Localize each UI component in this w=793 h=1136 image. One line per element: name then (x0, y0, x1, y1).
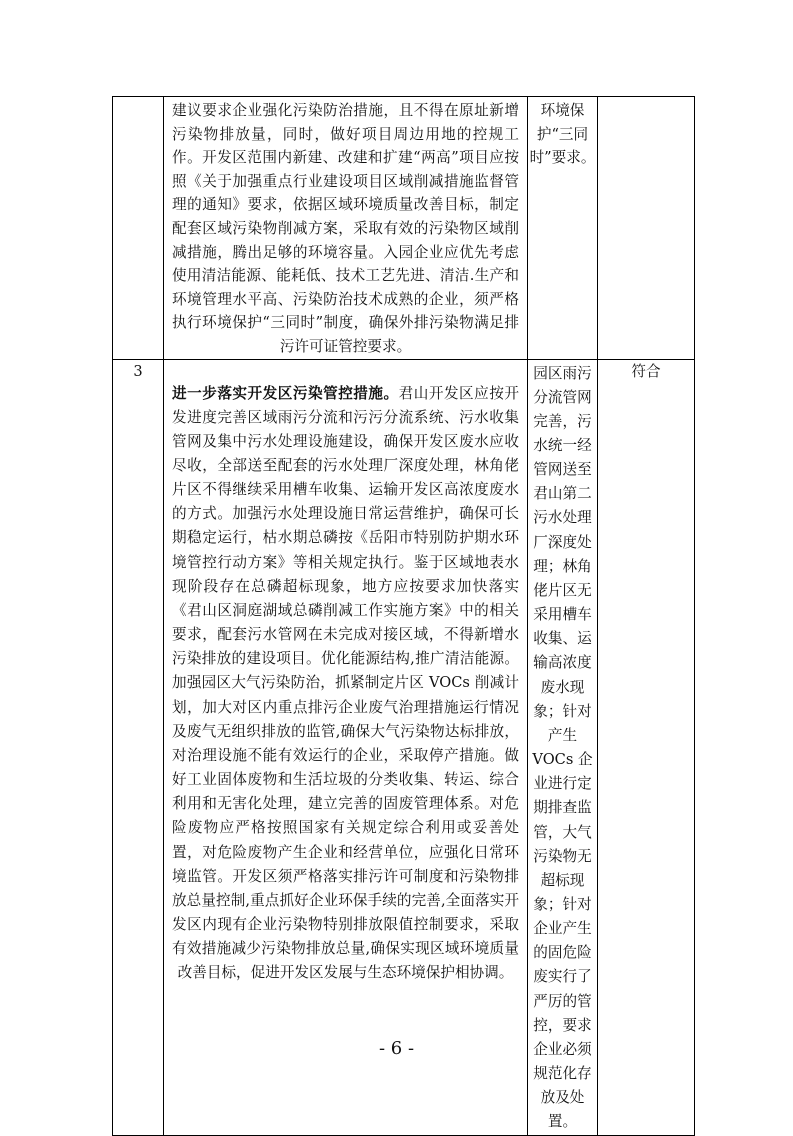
result-cell: 符合 (598, 359, 695, 1135)
page-number: - 6 - (378, 1038, 415, 1059)
requirement-text: 君山开发区应按开发进度完善区域雨污分流和污污分流系统、污水收集管网及集中污水处理设施建设，确保开发区废水应收尽收，全部送至配套的污水处理厂深度处理，林角佬片区不得继续采用槽车收集、运输开发区高浓度废水的方式。加强污水处理设施日常运营维护，确保可长期稳定运行，枯水期总磷按《岳阳市特别防护期水环境管控行动方案》等相关规定执行。鉴于区域地表水现阶段存在总磷超标现象，地方应按要求加快落实《君山区洞庭湖域总磷削减工作实施方案》中的相关要求，配套污水管网在未完成对接区域，不得新增水污染排放的建设项目。优化能源结构,推广清洁能源。加强园区大气污染防治，抓紧制定片区 VOCs 削减计划，加大对区内重点排污企业废气治理措施运行情况及废气无组织排放的监管,确保大气污染物达标排放，对治理设施不能有效运行的企业，采取停产措施。做好工业固体废物和生活垃圾的分类收集、转运、综合利用和无害化处理，建立完善的固废管理体系。对危险废物应严格按照国家有关规定综合利用或妥善处置，对危险废物产生企业和经营单位，应强化日常环境监管。开发区须严格落实排污许可制度和污染物排放总量控制,重点抓好企业环保手续的完善,全面落实开发区内现有企业污染物特别排放限值控制要求，采取有效措施减少污染物排放总量,确保实现区域环境质量改善目标，促进开发区发展与生态环境保护相协调。 (172, 384, 519, 982)
result-cell (598, 97, 695, 360)
row-number-cell (113, 97, 164, 360)
table-row (113, 359, 695, 1135)
requirement-cell (164, 359, 528, 1135)
requirement-heading: 进一步落实开发区污染管控措施。 (172, 384, 399, 402)
situation-cell: 环境保护“三同时”要求。 (528, 97, 598, 360)
situation-cell: 园区雨污分流管网完善，污水统一经管网送至君山第二污水处理厂深度处理；林角佬片区无采用槽车收集、运输高浓度废水现象；针对产生VOCs 企业进行定期排查监管，大气污染物无超标现象；针对企业产生的固危险废实行了严厉的管控，要求企业必须规范化存放及处置。 (528, 359, 598, 1135)
compliance-table (112, 96, 695, 1136)
requirement-cell (164, 97, 528, 360)
requirement-text: 建议要求企业强化污染防治措施，且不得在原址新增污染物排放量，同时，做好项目周边用地的控规工作。开发区范围内新建、改建和扩建“两高”项目应按照《关于加强重点行业建设项目区域削减措施监督管理的通知》要求，依据区域环境质量改善目标，制定配套区域污染物削减方案，采取有效的污染物区域削减措施，腾出足够的环境容量。入园企业应优先考虑使用清洁能源、能耗低、技术工艺先进、清洁.生产和环境管理水平高、污染防治技术成熟的企业，须严格执行环境保护“三同时”制度，确保外排污染物满足排污许可证管控要求。 (172, 102, 519, 355)
row-number-cell: 3 (113, 359, 164, 1135)
table-row (113, 97, 695, 360)
